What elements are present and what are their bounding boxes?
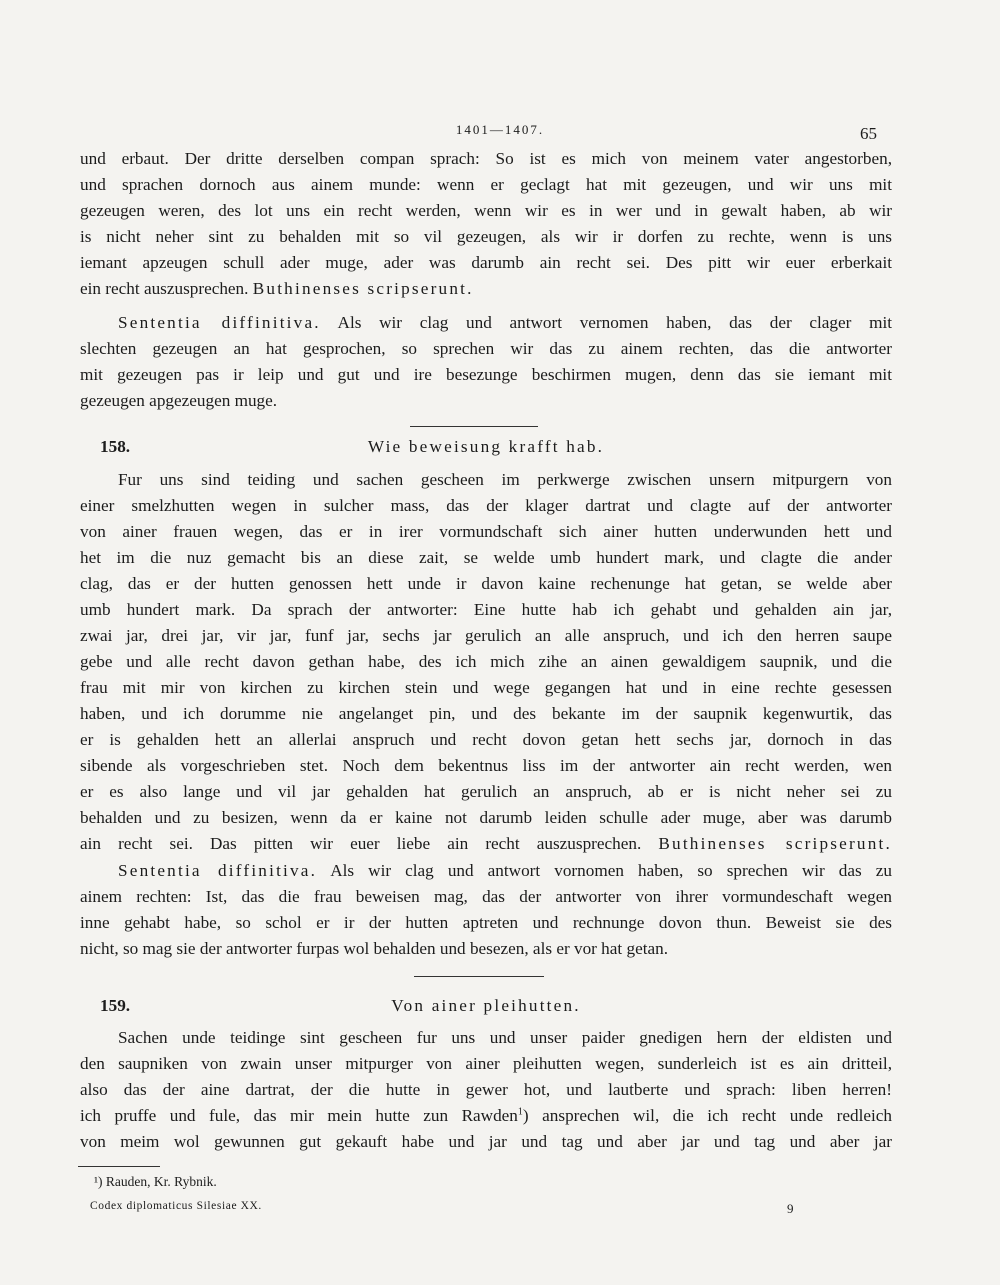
signature-mark: 9 xyxy=(787,1201,794,1216)
sententia-label: Sententia diffinitiva. xyxy=(118,313,321,332)
text-line: einer smelzhutten wegen in sulcher mass, das der klager dartrat und clagte auf der antworter xyxy=(80,496,892,515)
text-line: gebe und alle recht davon gethan habe, des ich mich zihe an ainen gewaldigem saupnik, und die xyxy=(80,652,892,671)
sententia-paragraph xyxy=(80,310,892,414)
entry-title: Wie beweisung krafft hab. xyxy=(367,437,605,456)
sententia-paragraph xyxy=(80,858,892,962)
footnote-rule xyxy=(78,1166,160,1167)
text-line: is nicht neher sint zu behalden mit so vil gezeugen, als wir ir dorfen zu rechte, wenn is uns xyxy=(80,227,892,246)
text-line: von meim wol gewunnen gut gekauft habe und jar und tag und aber jar und tag und aber jar xyxy=(80,1132,892,1151)
text-line: mit gezeugen pas ir leip und gut und ire besezunge beschirmen mugen, denn das sie iemant mit xyxy=(80,365,892,384)
entry-title: Von ainer pleihutten. xyxy=(391,996,581,1015)
text-line: gezeugen apgezeugen muge. xyxy=(80,391,278,410)
paragraph-continuation xyxy=(80,146,892,302)
entry-158-body xyxy=(80,467,892,857)
section-divider xyxy=(414,976,544,977)
signature-spaced: Buthinenses scripserunt. xyxy=(658,834,892,853)
text-line: und erbaut. Der dritte derselben compan sprach: So ist es mich von meinem vater angestorben, xyxy=(80,149,892,168)
footnote-marker: 1 xyxy=(517,1106,523,1118)
text-line: iemant apzeugen schull ader muge, ader was darumb ain recht sei. Des pitt wir euer erberkait xyxy=(80,253,892,272)
text-line: behalden und zu besizen, wenn da er kaine not darumb leiden schulle ader muge, aber was darumb xyxy=(80,808,892,827)
text-line: sibende als vorgeschrieben stet. Noch dem bekentnus liss im der antworter ain recht werden, wen xyxy=(80,756,892,775)
text-segment: ich pruffe und fule, das mir mein hutte zun Rawden xyxy=(80,1106,518,1125)
text-line: haben, und ich dorumme nie angelanget pin, und des bekante im der saupnik kegenwurtik, das xyxy=(80,704,892,723)
text-line: und sprachen dornoch aus ainem munde: wenn er geclagt hat mit gezeugen, und wir uns mit xyxy=(80,175,892,194)
text-line: inne gehabt habe, so schol er ir der hutten aptreten und rechnunge dovon thun. Beweist sie des xyxy=(80,913,892,932)
text-line xyxy=(80,310,892,336)
text-segment: ein recht auszusprechen. xyxy=(80,279,253,298)
text-segment: Als wir clag und antwort vornomen haben, so sprechen wir das zu xyxy=(317,861,892,880)
text-segment: ain recht sei. Das pitten wir euer liebe ain recht auszusprechen. xyxy=(80,834,659,853)
text-line: er es also lange und vil jar gehalden hat gerulich an anspruch, ab er is nicht neher sei zu xyxy=(80,782,892,801)
footer-codex: Codex diplomaticus Silesiae XX. xyxy=(90,1200,262,1212)
text-line: ainem rechten: Ist, das die frau beweisen mag, das der antworter von ihrer vormundeschaft wegen xyxy=(80,887,892,906)
text-line: gezeugen weren, des lot uns ein recht werden, wenn wir es in wer und in gewalt haben, ab wir xyxy=(80,201,892,220)
text-line: umb hundert mark. Da sprach der antworter: Eine hutte hab ich gehabt und gehalden ain jar, xyxy=(80,600,892,619)
entry-number: 158. xyxy=(100,437,131,456)
text-line: Sachen unde teidinge sint gescheen fur uns und unser paider gnedigen hern der eldisten und xyxy=(118,1028,892,1047)
text-line: het im die nuz gemacht bis an diese zait, se welde umb hundert mark, und clagte die ander xyxy=(80,548,892,567)
text-line: er is gehalden hett an allerlai anspruch und recht dovon getan hett sechs jar, dornoch in das xyxy=(80,730,892,749)
page-number: 65 xyxy=(860,124,877,143)
entry-159-body xyxy=(80,1025,892,1155)
signature-spaced: Buthinenses scripserunt. xyxy=(252,279,474,298)
section-divider xyxy=(410,426,538,427)
text-line: von ainer frauen wegen, das er in irer vormundschaft sich ainer hutten underwunden hett und xyxy=(80,522,892,541)
text-line: nicht, so mag sie der antworter furpas wol behalden und besezen, als er vor hat getan. xyxy=(80,939,668,958)
text-line xyxy=(80,1103,892,1129)
text-line: zwai jar, drei jar, vir jar, funf jar, sechs jar gerulich an alle anspruch, und ich den herren saupe xyxy=(80,626,892,645)
text-line: Fur uns sind teiding und sachen gescheen im perkwerge zwischen unsern mitpurgern von xyxy=(118,470,892,489)
footnote: ¹) Rauden, Kr. Rybnik. xyxy=(94,1174,217,1189)
text-segment: Als wir clag und antwort vernomen haben, das der clager mit xyxy=(320,313,892,332)
text-line xyxy=(80,276,892,302)
text-line: clag, das er der hutten genossen hett unde ir davon kaine rechenunge hat getan, se welde aber xyxy=(80,574,892,593)
text-line: slechten gezeugen an hat gesprochen, so sprechen wir das zu ainem rechten, das die antworter xyxy=(80,339,892,358)
header-range: 1401—1407. xyxy=(455,122,545,137)
entry-heading-159 xyxy=(80,996,892,1022)
text-segment: ) ansprechen wil, die ich recht unde redleich xyxy=(522,1106,893,1125)
entry-heading-158 xyxy=(80,437,892,463)
sententia-label: Sententia diffinitiva. xyxy=(118,861,318,880)
text-line: frau mit mir von kirchen zu kirchen stein und wege gegangen hat und in eine rechte gesessen xyxy=(80,678,892,697)
text-line: also das der aine dartrat, der die hutte in gewer hot, und lautberte und sprach: liben herren! xyxy=(80,1080,892,1099)
text-line xyxy=(80,858,892,884)
text-line xyxy=(80,831,892,857)
text-line: den saupniken von zwain unser mitpurger von ainer pleihutten wegen, sunderleich ist es ain dritteil, xyxy=(80,1054,892,1073)
entry-number: 159. xyxy=(100,996,131,1015)
